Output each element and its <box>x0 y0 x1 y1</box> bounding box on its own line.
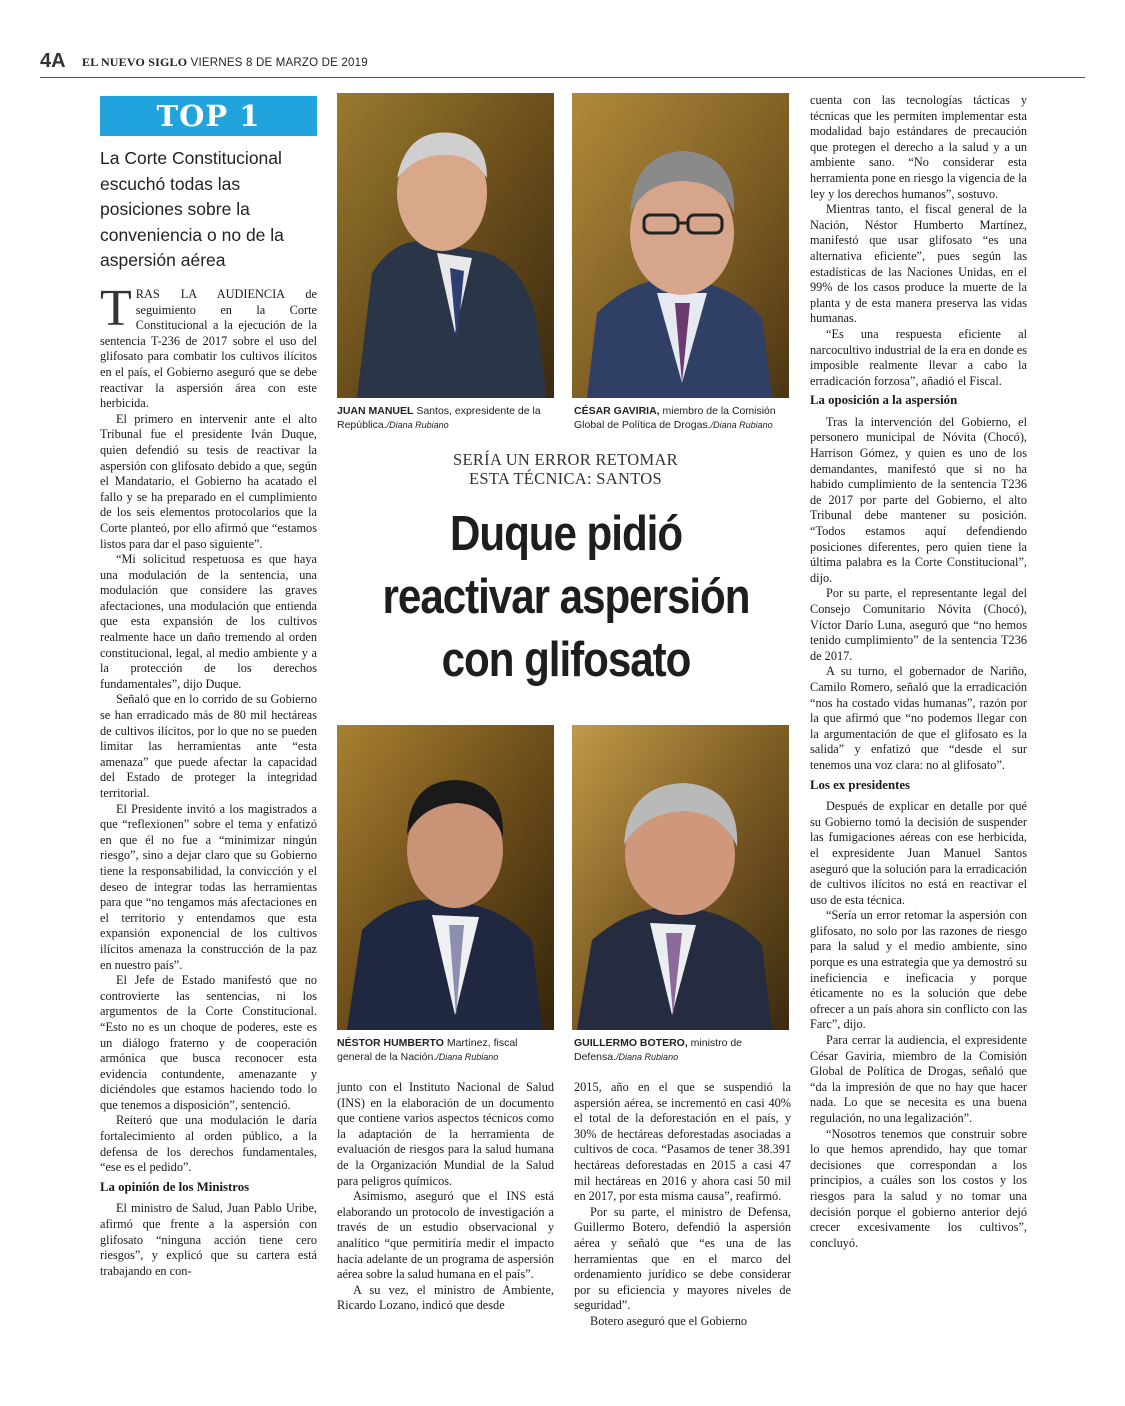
photo-cesar-gaviria <box>572 93 789 398</box>
headline: Duque pidió reactivar aspersión con glifosato <box>382 507 750 687</box>
photo-caption: CÉSAR GAVIRIA, miembro de la Comisión Global de Política de Drogas./Diana Rubiano <box>574 405 776 431</box>
paragraph: Asimismo, aseguró que el INS está elaborando un protocolo de investigación a través de un estudio observacional y analítico “que permitiría medir el impacto hacia adelante de un programa de aspersión aérea sobre la salud humana en el país”. <box>337 1189 554 1282</box>
paragraph: El ministro de Salud, Juan Pablo Uribe, afirmó que frente a la aspersión con glifosato “ninguna acción tiene cero riesgos”, y explicó que su cartera está trabajando en con- <box>100 1201 317 1278</box>
paragraph: Después de explicar en detalle por qué su Gobierno tomó la decisión de suspender las fumigaciones aéreas con ese herbicida, el expresidente Juan Manuel Santos aseguró que la solución para la erradicación de cultivos ilícitos no está en reactivar el uso de esta técnica. <box>810 799 1027 907</box>
drop-cap: T <box>100 280 132 337</box>
subheadline: SERÍA UN ERROR RETOMAR ESTA TÉCNICA: SANTOS <box>453 450 678 488</box>
photo-caption: NÉSTOR HUMBERTO Martínez, fiscal general de la Nación./Diana Rubiano <box>337 1037 518 1063</box>
paragraph: “Sería un error retomar la aspersión con glifosato, no solo por las razones de riesgo para la salud y el medio ambiente, sino porque es una estrategia que ya demostró su ineficiencia e ineficacia y porque éticamente no es la solución que debe ofrecer a un país ahora sin conflicto con las Farc”, dijo. <box>810 908 1027 1032</box>
paragraph: A su vez, el ministro de Ambiente, Ricardo Lozano, indicó que desde <box>337 1282 554 1313</box>
section-heading: Los ex presidentes <box>810 777 911 792</box>
paragraph: “Mi solicitud respetuosa es que haya una modulación de la sentencia, una modulación que considere las graves afectaciones, una modulación que entienda que esta expansión de los cultivos realmente hace un daño tremendo al orden constitucional, legal, al medio ambiente y a la protección de los derechos fundamentales”, dijo Duque. <box>100 552 317 691</box>
section-heading: La oposición a la aspersión <box>810 393 958 408</box>
article-column-3 <box>574 1080 791 1330</box>
paragraph: 2015, año en el que se suspendió la aspersión aérea, se incrementó en casi 40% el total de la deforestación en el país, y 30% de hectáreas deforestadas asociadas a cultivos de coca. “Pasamos de tener 38.391 hectáreas deforestadas en 2015 a casi 47 mil hectáreas en 2016 y ahora casi 50 mil en 2017, por esta misma causa”, reafirmó. <box>574 1080 791 1204</box>
lead-caps: RAS LA AUDIENCIA <box>135 287 285 301</box>
paragraph: Señaló que en lo corrido de su Gobierno se han erradicado más de 80 mil hectáreas de cultivos ilícitos, por lo que no se pueden limitar las herramientas ante “esta amenaza” que puede afectar la capacidad del Estado de proteger la integridad territorial. <box>100 692 317 800</box>
paragraph: Tras la intervención del Gobierno, el personero municipal de Nóvita (Chocó), Harrison Gómez, y quien es uno de los demandantes, manifestó que si no ha habido cumplimiento de la sentencia T236 de 2017 por parte del Gobierno, el alto Tribunal debe mantener su posición. “Todos estamos aquí defendiendo posiciones diferentes, pero quien tiene la última palabra es la Corte Constitucional”, dijo. <box>810 414 1027 585</box>
photo-caption: JUAN MANUEL Santos, expresidente de la República./Diana Rubiano <box>337 405 541 431</box>
paragraph: “Nosotros tenemos que construir sobre lo que hemos aprendido, hay que tomar decisiones que correspondan a los principios, a cuáles son los costos y los riesgos para la salud y no tomar una decisión porque el gobierno anterior dejó crecer excesivamente los cultivos”, concluyó. <box>810 1126 1027 1250</box>
paragraph: El Jefe de Estado manifestó que no controvierte las sentencias, ni los argumentos de la Corte Constitucional. “Esto no es un choque de poderes, este es un diálogo fraterno y de cooperación armónica que busca reconocer esta evidencia contundente, amenazante y diciéndoles que estamos haciendo todo lo que tenemos a disposición”, sentenció. <box>100 973 317 1112</box>
article-column-2 <box>337 1080 554 1314</box>
section-heading: La opinión de los Ministros <box>100 1179 250 1194</box>
header-rule <box>40 77 1085 78</box>
paragraph: A su turno, el gobernador de Nariño, Camilo Romero, señaló que la erradicación “nos ha costado vidas humanas”, razón por la que afirmó que “no podemos llegar con la argumentación de que el glifosato es la salida” y enfatizó que “desde el sur tenemos una voz clara: no al glifosato”. <box>810 664 1027 772</box>
page-number: 4A <box>40 50 66 72</box>
photo-guillermo-botero <box>572 725 789 1030</box>
paragraph: Botero aseguró que el Gobierno <box>590 1313 748 1328</box>
photo-juan-manuel-santos <box>337 93 554 398</box>
paragraph: junto con el Instituto Nacional de Salud (INS) en la elaboración de un documento que contiene varios aspectos técnicos como la adaptación de la herramienta de evaluación de riesgos para la salud humana de la Organización Mundial de la Salud para peligros químicos. <box>337 1080 554 1188</box>
newspaper-name: EL NUEVO SIGLO <box>82 55 188 69</box>
paragraph: Por su parte, el representante legal del Consejo Comunitario Nóvita (Chocó), Víctor Darío Luna, aseguró que “no hemos tenido cumplimiento” de la sentencia T236 de 2017. <box>810 586 1027 663</box>
paragraph: cuenta con las tecnologías tácticas y técnicas que les permiten implementar esta modalidad bajo estándares de precaución que protegen el derecho a la salud y a un ambiente sano. “No considerar esta herramienta pone en riesgo la vigencia de la ley y los derechos humanos”, sostuvo. <box>810 93 1027 201</box>
article-lead-paragraph: TRAS LA AUDIENCIA de seguimiento en la Corte Constitucional a la ejecución de la sentencia T-236 de 2017 sobre el uso del glifosato para combatir los cultivos ilícitos en el país, el Gobierno aseguró que se debe reactivar la aspersión área con este herbicida. <box>100 280 317 411</box>
masthead <box>82 55 368 70</box>
paragraph: “Es una respuesta eficiente al narcocultivo industrial de la era en donde es imposible realmente llevar a cabo la erradicación forzosa”, añadió el Fiscal. <box>810 326 1027 388</box>
paragraph: El primero en intervenir ante el alto Tribunal fue el presidente Iván Duque, quien defendió su tesis de reactivar la aspersión con glifosato debido a que, según el Mandatario, el Gobierno ha acatado el fallo y se ha preparado en el cumplimiento de los seis elementos protocolarios que la Corte planteó, por ello afirmó que “estamos listos para dar el paso siguiente”. <box>100 411 317 551</box>
paragraph: El Presidente invitó a los magistrados a que “reflexionen” sobre el tema y enfatizó en que él no fue a “minimizar ningún riesgo”, sino a dejar claro que su Gobierno tiene la responsabilidad, la convicción y el deseo de integrar todas las herramientas para que “no tengamos más afectaciones en el territorio y entendamos que esta expansión exponencial de los cultivos ilícitos amenaza la construcción de la paz en nuestro país”. <box>100 801 317 972</box>
photo-nestor-humberto-martinez <box>337 725 554 1030</box>
paragraph: Por su parte, el ministro de Defensa, Guillermo Botero, defendió la aspersión aérea y señaló que “es una de las herramientas que en el marco del ordenamiento jurídico se debe considerar por su eficiencia y mayores niveles de seguridad”. <box>574 1204 791 1313</box>
issue-date: VIERNES 8 DE MARZO DE 2019 <box>190 57 368 69</box>
article-kicker: La Corte Constitucional escuchó todas las posiciones sobre la conveniencia o no de la aspersión aérea <box>100 148 284 270</box>
article-column-4 <box>810 93 1027 1251</box>
paragraph: Para cerrar la audiencia, el expresidente César Gaviria, miembro de la Comisión Global de Política de Drogas, señaló que “da la impresión de que no hay que hacer nada. Lo que se necesita es una buena regulación, no una legalización”. <box>810 1033 1027 1125</box>
photo-caption: GUILLERMO BOTERO, ministro de Defensa./Diana Rubiano <box>574 1037 743 1063</box>
article-column-1 <box>100 280 317 1279</box>
paragraph: Reiteró que una modulación le daría fortalecimiento al orden público, a la defensa de los derechos fundamentales, “ese es el pedido”. <box>100 1113 317 1175</box>
paragraph: Mientras tanto, el fiscal general de la Nación, Néstor Humberto Martínez, manifestó que usar glifosato “es una alternativa eficiente”, pues según las estadísticas de las Naciones Unidas, en el 99% de los casos produce la muerte de la planta y de esta manera preserva las vidas humanas. <box>810 202 1027 326</box>
top-label-box: TOP 1 <box>100 96 317 136</box>
